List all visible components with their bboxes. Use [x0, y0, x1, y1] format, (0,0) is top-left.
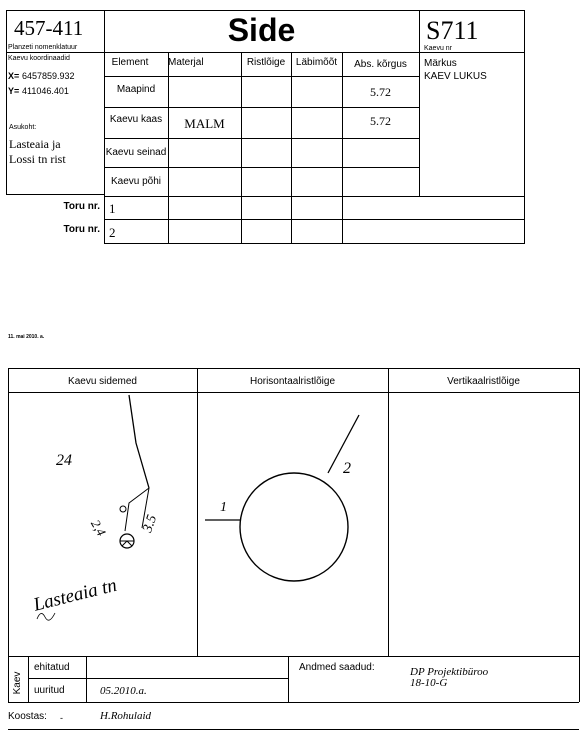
dimension-right: 3.5	[140, 513, 161, 535]
row-element: Kaevu seinad	[105, 147, 167, 158]
location-line-2: Lossi tn rist	[9, 152, 66, 166]
surveyed-label: uuritud	[34, 685, 65, 696]
col-title-links: Kaevu sidemed	[68, 376, 137, 387]
form-border-top	[6, 10, 525, 11]
author-line	[8, 729, 579, 730]
notes-value: KAEV LUKUS	[424, 71, 487, 82]
source-value-2: 18-10-G	[410, 677, 448, 689]
form-left-bottom	[6, 194, 104, 195]
date-stamp: 11. mai 2010. a.	[8, 334, 45, 340]
surveyed-value: 05.2010.a.	[100, 685, 147, 697]
col-divider-right	[419, 10, 420, 196]
col-header-cross: Ristlõige	[246, 57, 286, 68]
source-label: Andmed saadud:	[299, 662, 375, 673]
grid-h5	[104, 196, 525, 197]
notes-label: Märkus	[424, 58, 457, 69]
col-header-height: Abs. kõrgus	[354, 59, 407, 70]
grid-h2	[104, 107, 419, 108]
pipe-1-label: 1	[220, 500, 227, 515]
coord-y-value: 411046.401	[22, 86, 69, 96]
coords-label: Kaevu koordinaadid	[8, 55, 70, 62]
grid-v1	[168, 52, 169, 243]
col-header-diameter: Läbimõõt	[295, 57, 338, 68]
well-label: Kaevu nr	[424, 45, 453, 52]
row-element: Maapind	[116, 84, 156, 95]
coord-x-label: X=	[8, 71, 20, 81]
row-height: 5.72	[370, 114, 391, 128]
col-title-horizontal: Horisontaalristlõige	[249, 376, 336, 387]
pipe-label: Toru nr.	[63, 201, 100, 212]
well-circle	[240, 473, 348, 581]
pipe-number: 2	[109, 225, 116, 240]
dimension-left: 2,4	[88, 516, 110, 539]
grid-h4	[104, 167, 419, 168]
row-element: Kaevu kaas	[109, 114, 163, 125]
row-material: MALM	[184, 116, 225, 131]
col-header-element: Element	[111, 57, 149, 68]
diagram-border-top	[8, 368, 579, 369]
footer-bottom-line	[8, 702, 579, 703]
coord-x-value: 6457859.932	[22, 71, 75, 81]
grid-h3	[104, 138, 419, 139]
plan-number: 457-411	[14, 16, 84, 40]
pipe-2-label: 2	[343, 460, 351, 477]
form-border-right	[524, 10, 525, 244]
coord-y-label: Y=	[8, 86, 20, 96]
author-separator: -	[60, 713, 63, 723]
diagram-border-right	[579, 368, 580, 702]
building-number: 24	[56, 452, 72, 469]
row-height: 5.72	[370, 85, 391, 99]
grid-h7	[104, 243, 525, 244]
footer-mid-divider	[288, 656, 289, 702]
well-number: S711	[426, 16, 479, 45]
street-name: Lasteaia tn	[31, 574, 119, 616]
pipe-label: Toru nr.	[63, 224, 100, 235]
vertical-cross-section	[389, 393, 578, 655]
grid-h6	[104, 219, 525, 220]
built-label: ehitatud	[34, 662, 70, 673]
page-title: Side	[227, 12, 296, 48]
grid-v3	[291, 52, 292, 243]
small-circle-marker	[120, 506, 126, 512]
author-value: H.Rohulaid	[100, 710, 152, 722]
grid-h1	[104, 76, 419, 77]
building-outline	[129, 395, 149, 488]
footer-row-divider	[28, 678, 288, 679]
footer-side-divider	[28, 656, 29, 702]
grid-v4	[342, 52, 343, 243]
location-line-1: Lasteaia ja	[9, 137, 61, 151]
well-symbol	[120, 534, 134, 548]
footer-label-divider	[86, 656, 87, 702]
location-label: Asukoht:	[9, 124, 37, 131]
col-title-vertical: Vertikaalristlõige	[447, 376, 520, 387]
form-border-left	[6, 10, 7, 195]
footer-side-label: Kaev	[12, 671, 23, 695]
diagram-border-bottom	[8, 656, 579, 657]
grid-v2	[241, 52, 242, 243]
plan-label: Planzeti nomenklatuur	[8, 44, 78, 51]
col-header-material: Materjal	[168, 57, 204, 68]
horizontal-cross-section	[198, 393, 387, 655]
row-element: Kaevu põhi	[110, 176, 162, 187]
author-label: Koostas:	[8, 711, 47, 722]
source-value-1: DP Projektibüroo	[410, 666, 489, 678]
pipe-number: 1	[109, 201, 116, 216]
